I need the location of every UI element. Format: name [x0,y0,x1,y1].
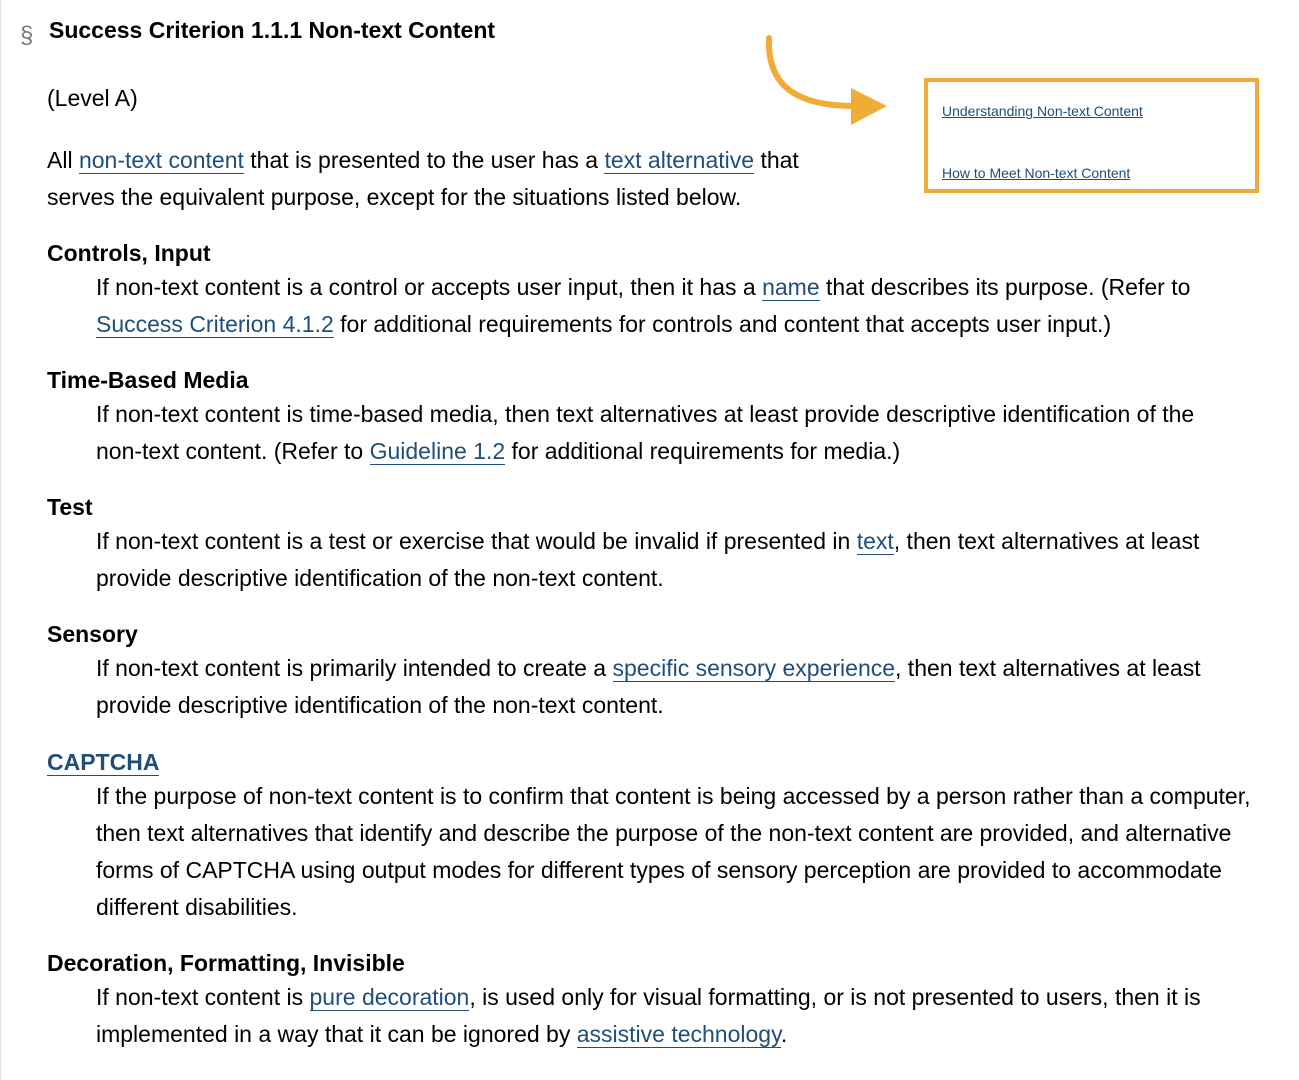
definition-time-based-media [96,396,1246,470]
definition-test [96,523,1236,597]
intro-text: that serves the equivalent purpose, except for the situations listed below. [47,147,799,210]
page-title: Success Criterion 1.1.1 Non-text Content [49,17,496,43]
text-link[interactable]: text [856,528,894,554]
captcha-term-link[interactable]: CAPTCHA [47,749,160,775]
term-decoration: Decoration, Formatting, Invisible [47,950,405,976]
understanding-links-box [924,78,1259,193]
curved-arrow-icon [755,30,895,130]
definition-text: for additional requirements for controls and content that accepts user input.) [333,311,1112,337]
how-to-meet-link[interactable]: How to Meet Non-text Content [942,165,1131,181]
definition-decoration [96,979,1266,1053]
term-sensory: Sensory [47,621,138,647]
term-time-based-media: Time-Based Media [47,367,249,393]
definition-text: , then text alternatives at least provide descriptive identification of the non-text content. [96,655,1201,718]
definition-text: If non-text content is [96,984,310,1010]
definition-sensory [96,650,1236,724]
definition-text: If non-text content is time-based media, then text alternatives at least provide descriptive identification of the non-text content. (Refer to [96,401,1195,464]
intro-text: All [47,147,79,173]
assistive-technology-link[interactable]: assistive technology [576,1021,781,1047]
guideline-1-2-link[interactable]: Guideline 1.2 [369,438,506,464]
definition-text: If non-text content is a control or accepts user input, then it has a [96,274,763,300]
definition-text: that describes its purpose. (Refer to [819,274,1191,300]
definition-text: , is used only for visual formatting, or is not presented to users, then it is implemented in a way that it can be ignored by [96,984,1201,1047]
specific-sensory-experience-link[interactable]: specific sensory experience [612,655,896,681]
section-anchor-link[interactable]: § [20,22,34,49]
definition-text: for additional requirements for media.) [505,438,901,464]
non-text-content-link[interactable]: non-text content [78,147,244,173]
understanding-link[interactable]: Understanding Non-text Content [942,103,1143,119]
intro-text: that is presented to the user has a [243,147,605,173]
success-criterion-4-1-2-link[interactable]: Success Criterion 4.1.2 [96,311,334,337]
pure-decoration-link[interactable]: pure decoration [309,984,470,1010]
definition-text: . [780,1021,788,1047]
level-label: (Level A) [47,85,138,111]
term-test: Test [47,494,93,520]
page-left-border [0,0,1,1080]
definition-captcha: If the purpose of non-text content is to confirm that content is being accessed by a person rather than a computer, then text alternatives that identify and describe the purpose of the non-text content are provided, and alternative forms of CAPTCHA using output modes for different types of sensory perception are provided to accommodate different disabilities. [96,783,1251,920]
intro-paragraph [47,142,862,216]
term-controls-input: Controls, Input [47,240,211,266]
definition-controls-input [96,269,1256,343]
name-link[interactable]: name [762,274,820,300]
text-alternative-link[interactable]: text alternative [604,147,755,173]
definition-text: , then text alternatives at least provide descriptive identification of the non-text content. [96,528,1200,591]
definition-text: If non-text content is a test or exercise that would be invalid if presented in [96,528,857,554]
definition-text: If non-text content is primarily intended to create a [96,655,613,681]
